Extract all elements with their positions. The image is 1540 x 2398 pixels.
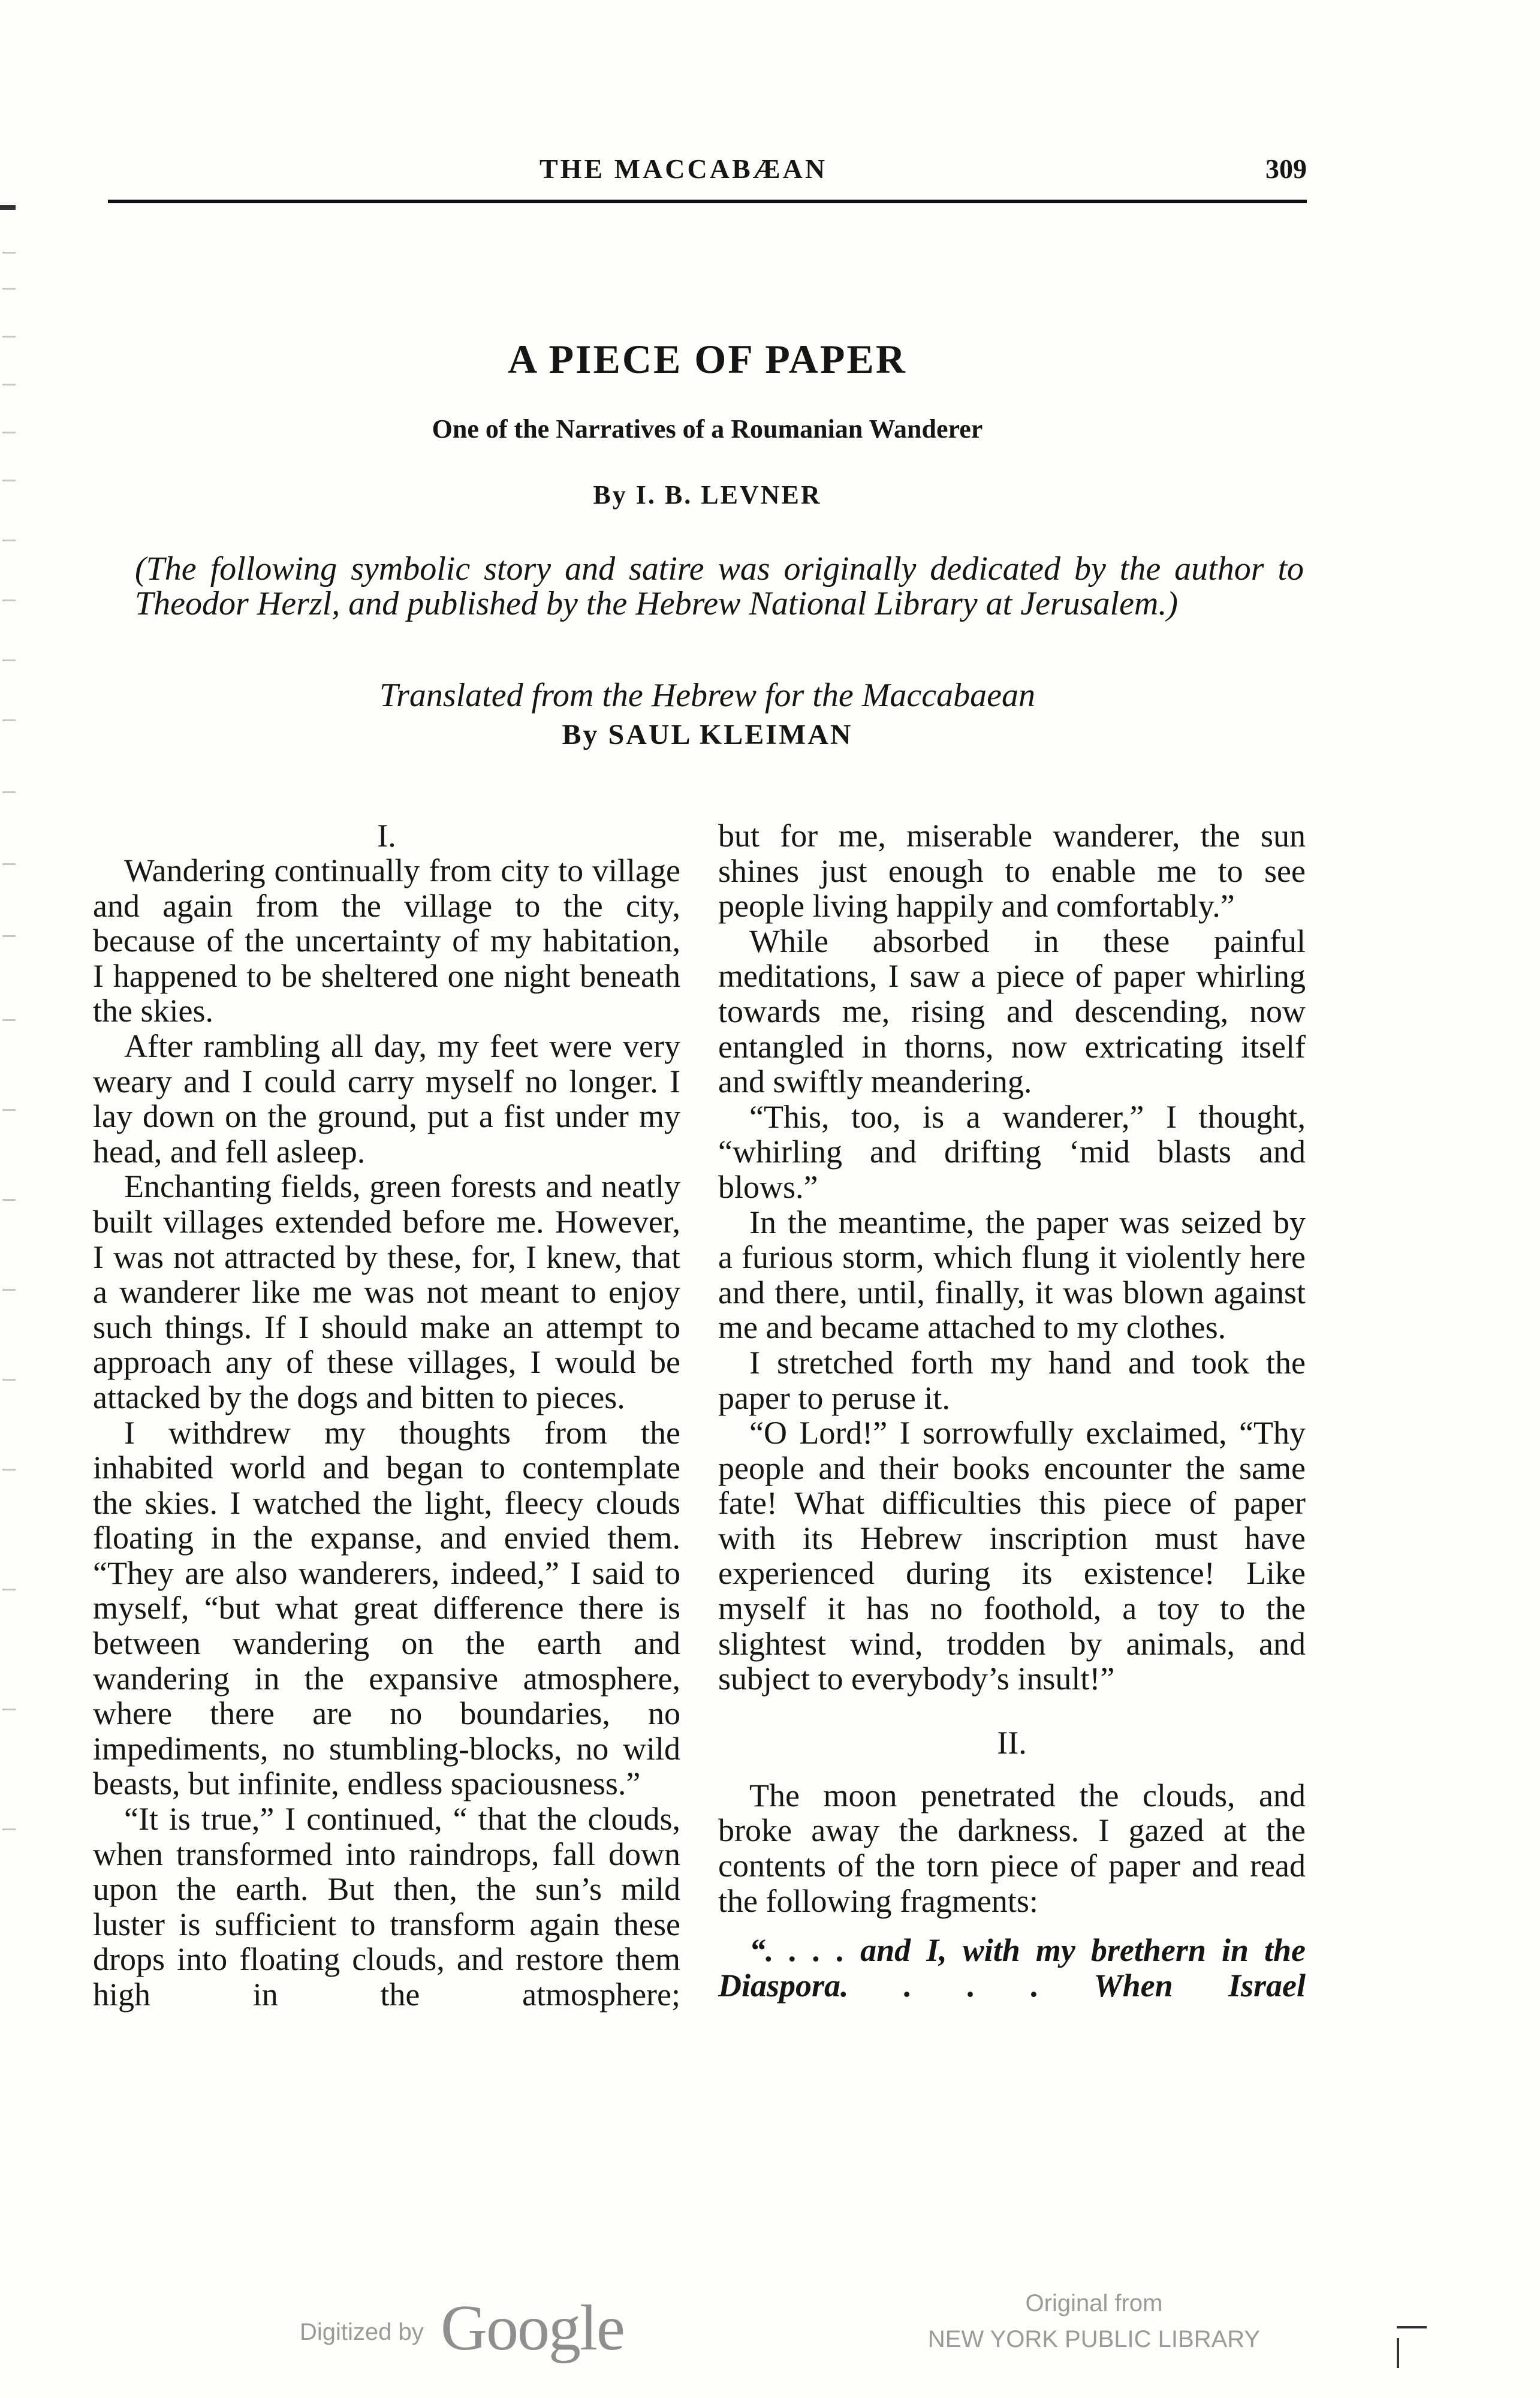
google-logo: Google — [441, 2292, 624, 2364]
gutter-mark — [2, 540, 16, 541]
gutter-mark — [2, 1469, 16, 1471]
paragraph: While absorbed in these painful meditations, I saw a piece of paper whirling towards me, rising and descending, now entangled in thorns, now extricating itself and swiftly meandering. — [718, 923, 1306, 1100]
paragraph: In the meantime, the paper was seized by a furious storm, which flung it violently here and there, until, finally, it was blown against me and became attached to my clothes. — [718, 1204, 1306, 1346]
paragraph: After rambling all day, my feet were very weary and I could carry myself no longer. I lay down on the ground, put a fist under my head, and fell asleep. — [93, 1028, 680, 1170]
digitized-by-label: Digitized by — [300, 2319, 424, 2345]
gutter-mark — [2, 1199, 16, 1201]
gutter-mark — [2, 719, 16, 721]
paragraph: Enchanting fields, green forests and neatly built villages extended before me. However, I was not attracted by these, for, I knew, that a wanderer like me was not meant to enjoy such things. If I should make an attempt to approach any of these villages, I would be attacked by the dogs and bitten to pieces. — [93, 1168, 680, 1415]
gutter-mark — [2, 935, 16, 937]
gutter-mark — [2, 791, 16, 793]
paragraph: “This, too, is a wanderer,” I thought, “whirling and drifting ‘mid blasts and blows.” — [718, 1098, 1306, 1205]
gutter-mark — [2, 1589, 16, 1590]
gutter-edge-mark — [0, 205, 16, 210]
article-subtitle: One of the Narratives of a Roumanian Wanderer — [432, 414, 983, 444]
editorial-intro: (The following symbolic story and satire was originally dedicated by the author to Theodor Herzl, and published by the Hebrew National Library at Jerusalem.) — [135, 550, 1304, 622]
gutter-mark — [2, 659, 16, 661]
article-title: A PIECE OF PAPER — [508, 336, 907, 382]
gutter-mark — [2, 480, 16, 481]
gutter-mark — [2, 863, 16, 865]
gutter-mark — [2, 1019, 16, 1021]
gutter-mark — [2, 1379, 16, 1381]
gutter-mark — [2, 432, 16, 433]
scan-corner-mark — [1397, 2338, 1399, 2368]
journal-title: THE MACCABÆAN — [540, 153, 828, 184]
gutter-mark — [2, 1709, 16, 1710]
paragraph: I withdrew my thoughts from the inhabited world and began to contemplate the skies. I watched the light, fleecy clouds floating in the expanse, and envied them. “They are also wanderers, indeed,” I said to myself, “but what great difference there is between wandering on the earth and wandering in the expansive atmosphere, where there are no boundaries, no impediments, no stumbling-blocks, no wild beasts, but infinite, endless spaciousness.” — [93, 1414, 680, 1802]
gutter-mark — [2, 1289, 16, 1291]
gutter-mark — [2, 288, 16, 290]
gutter-mark — [2, 1828, 16, 1830]
header-rule — [108, 200, 1307, 203]
left-column — [93, 818, 680, 2013]
gutter-mark — [2, 1109, 16, 1111]
translation-note: Translated from the Hebrew for the Maccabaean — [379, 677, 1035, 714]
scan-corner-mark — [1397, 2326, 1427, 2328]
paragraph: The moon penetrated the clouds, and broke away the darkness. I gazed at the contents of the torn piece of paper and read the following fragments: — [718, 1777, 1306, 1919]
library-attribution — [914, 2285, 1274, 2357]
paragraph: I stretched forth my hand and took the paper to peruse it. — [718, 1344, 1306, 1416]
section-heading-1: I. — [377, 818, 396, 854]
page-number: 309 — [1265, 153, 1307, 184]
paragraph: “O Lord!” I sorrowfully exclaimed, “Thy people and their books encounter the same fate! What difficulties this piece of paper with its Hebrew inscription must have experienced during its existence! Like myself it has no foothold, a toy to the slightest wind, trodden by animals, and subject to everybody’s insult!” — [718, 1415, 1306, 1697]
original-from-label: Original from — [1025, 2290, 1163, 2316]
library-name: NEW YORK PUBLIC LIBRARY — [927, 2326, 1261, 2352]
quoted-fragment: “. . . . and I, with my brethern in the Diaspora. . . . When Israel — [718, 1932, 1306, 2004]
translator-byline: By SAUL KLEIMAN — [562, 719, 853, 751]
gutter-mark — [2, 384, 16, 385]
paragraph-continuation: but for me, miserable wanderer, the sun shines just enough to enable me to see people living happily and comfortably.” — [718, 818, 1306, 924]
gutter-mark — [2, 252, 16, 254]
running-head — [108, 153, 1307, 195]
paragraph: “It is true,” I continued, “ that the clouds, when transformed into raindrops, fall down upon the earth. But then, the sun’s mild luster is sufficient to transform again these drops into floating clouds, and restore them high in the atmosphere; — [93, 1801, 680, 2013]
paragraph: Wandering continually from city to village and again from the village to the city, because of the uncertainty of my habitation, I happened to be sheltered one night beneath the skies. — [93, 852, 680, 1029]
section-heading-2: II. — [997, 1724, 1027, 1761]
author-byline: By I. B. LEVNER — [593, 480, 822, 510]
gutter-mark — [2, 600, 16, 601]
gutter-mark — [2, 336, 16, 338]
right-column — [718, 818, 1306, 2003]
